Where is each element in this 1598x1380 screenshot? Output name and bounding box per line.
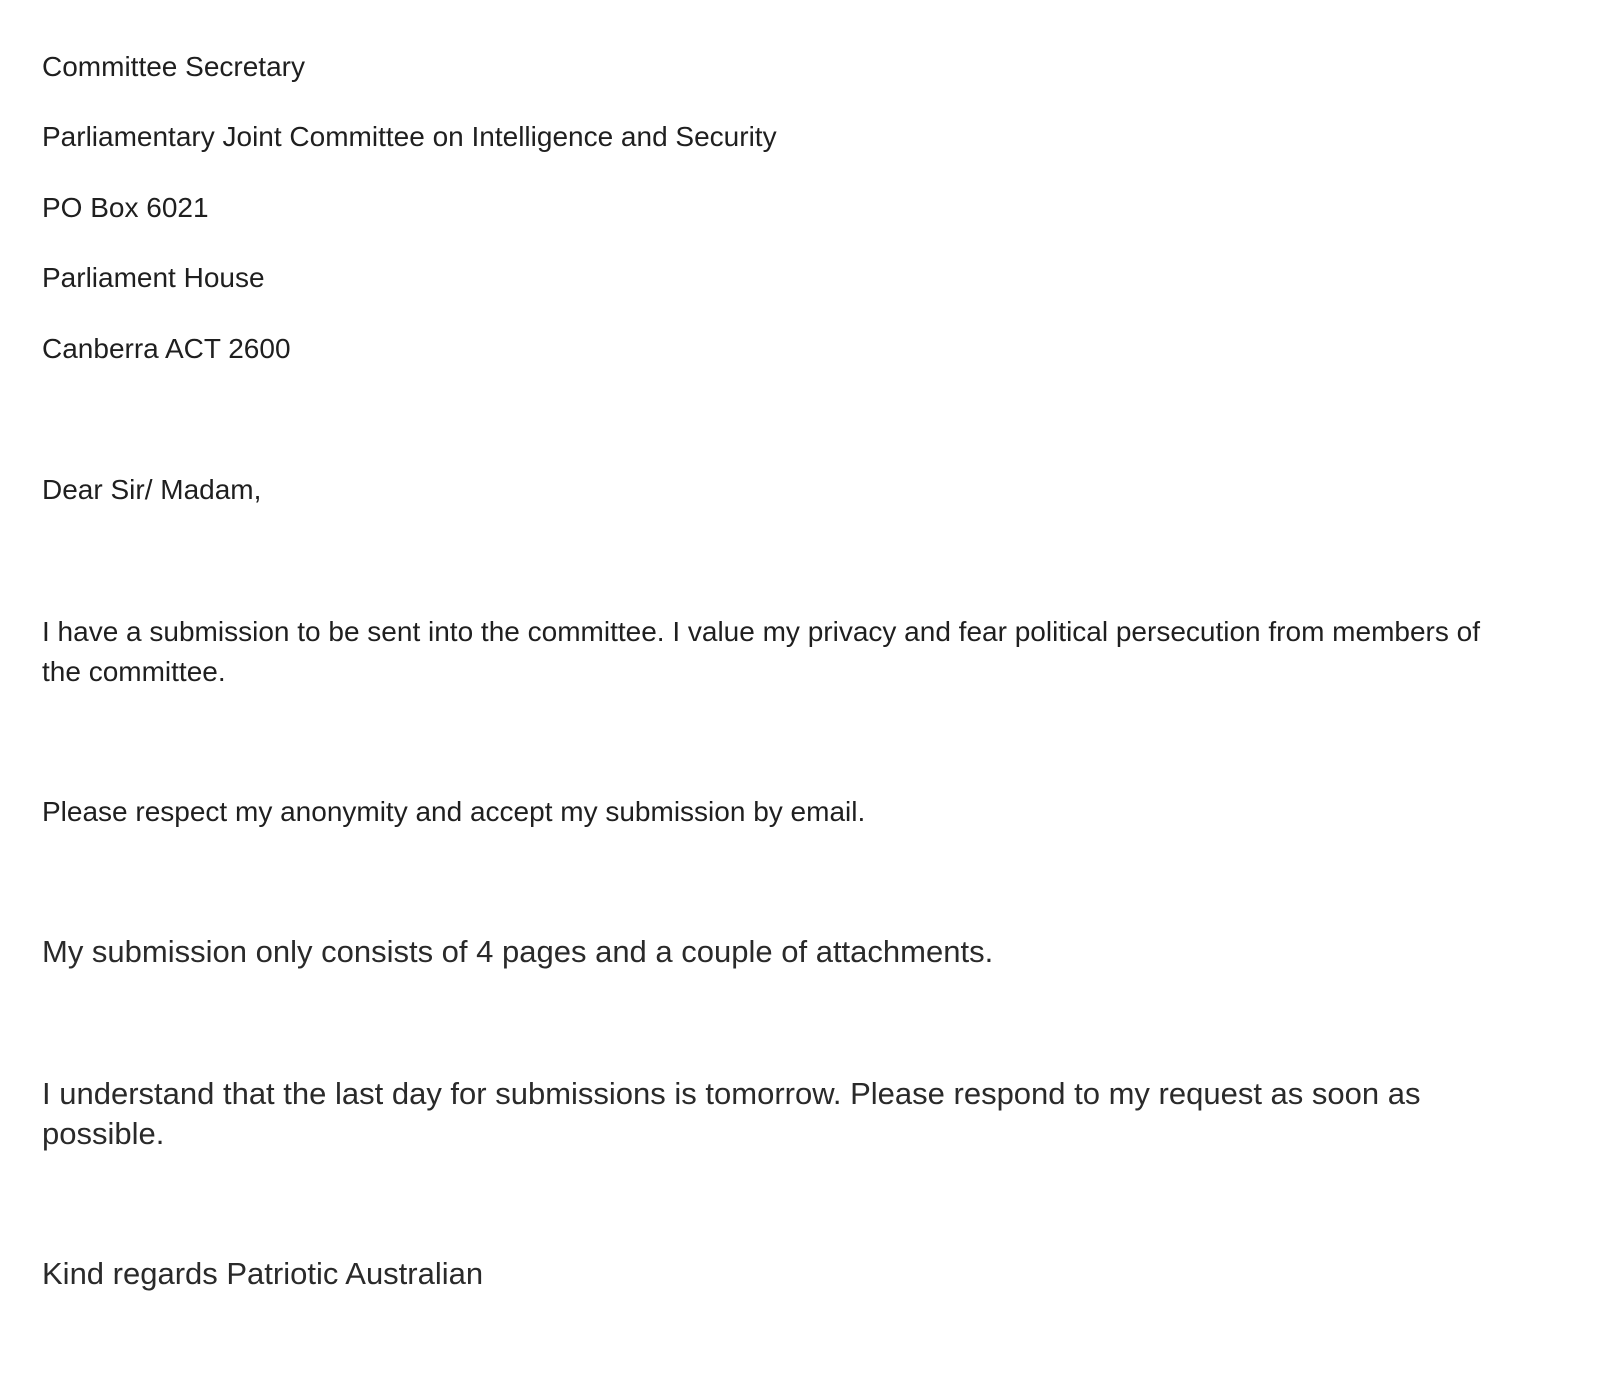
body-paragraph-anonymity: Please respect my anonymity and accept my submission by email. (42, 796, 866, 827)
salutation: Dear Sir/ Madam, (42, 474, 262, 505)
closing-signature: Kind regards Patriotic Australian (42, 1256, 484, 1291)
body-paragraph-pages: My submission only consists of 4 pages and a couple of attachments. (42, 934, 994, 969)
address-line-building: Parliament House (42, 262, 265, 293)
address-line-committee: Parliamentary Joint Committee on Intelligence and Security (42, 121, 777, 152)
address-line-recipient: Committee Secretary (42, 51, 305, 82)
body-paragraph-deadline: I understand that the last day for submissions is tomorrow. Please respond to my request as soon as possible. (42, 1076, 1421, 1151)
address-line-po-box: PO Box 6021 (42, 192, 209, 223)
address-line-city: Canberra ACT 2600 (42, 333, 291, 364)
body-paragraph-privacy: I have a submission to be sent into the committee. I value my privacy and fear political persecution from members of the committee. (42, 616, 1480, 687)
